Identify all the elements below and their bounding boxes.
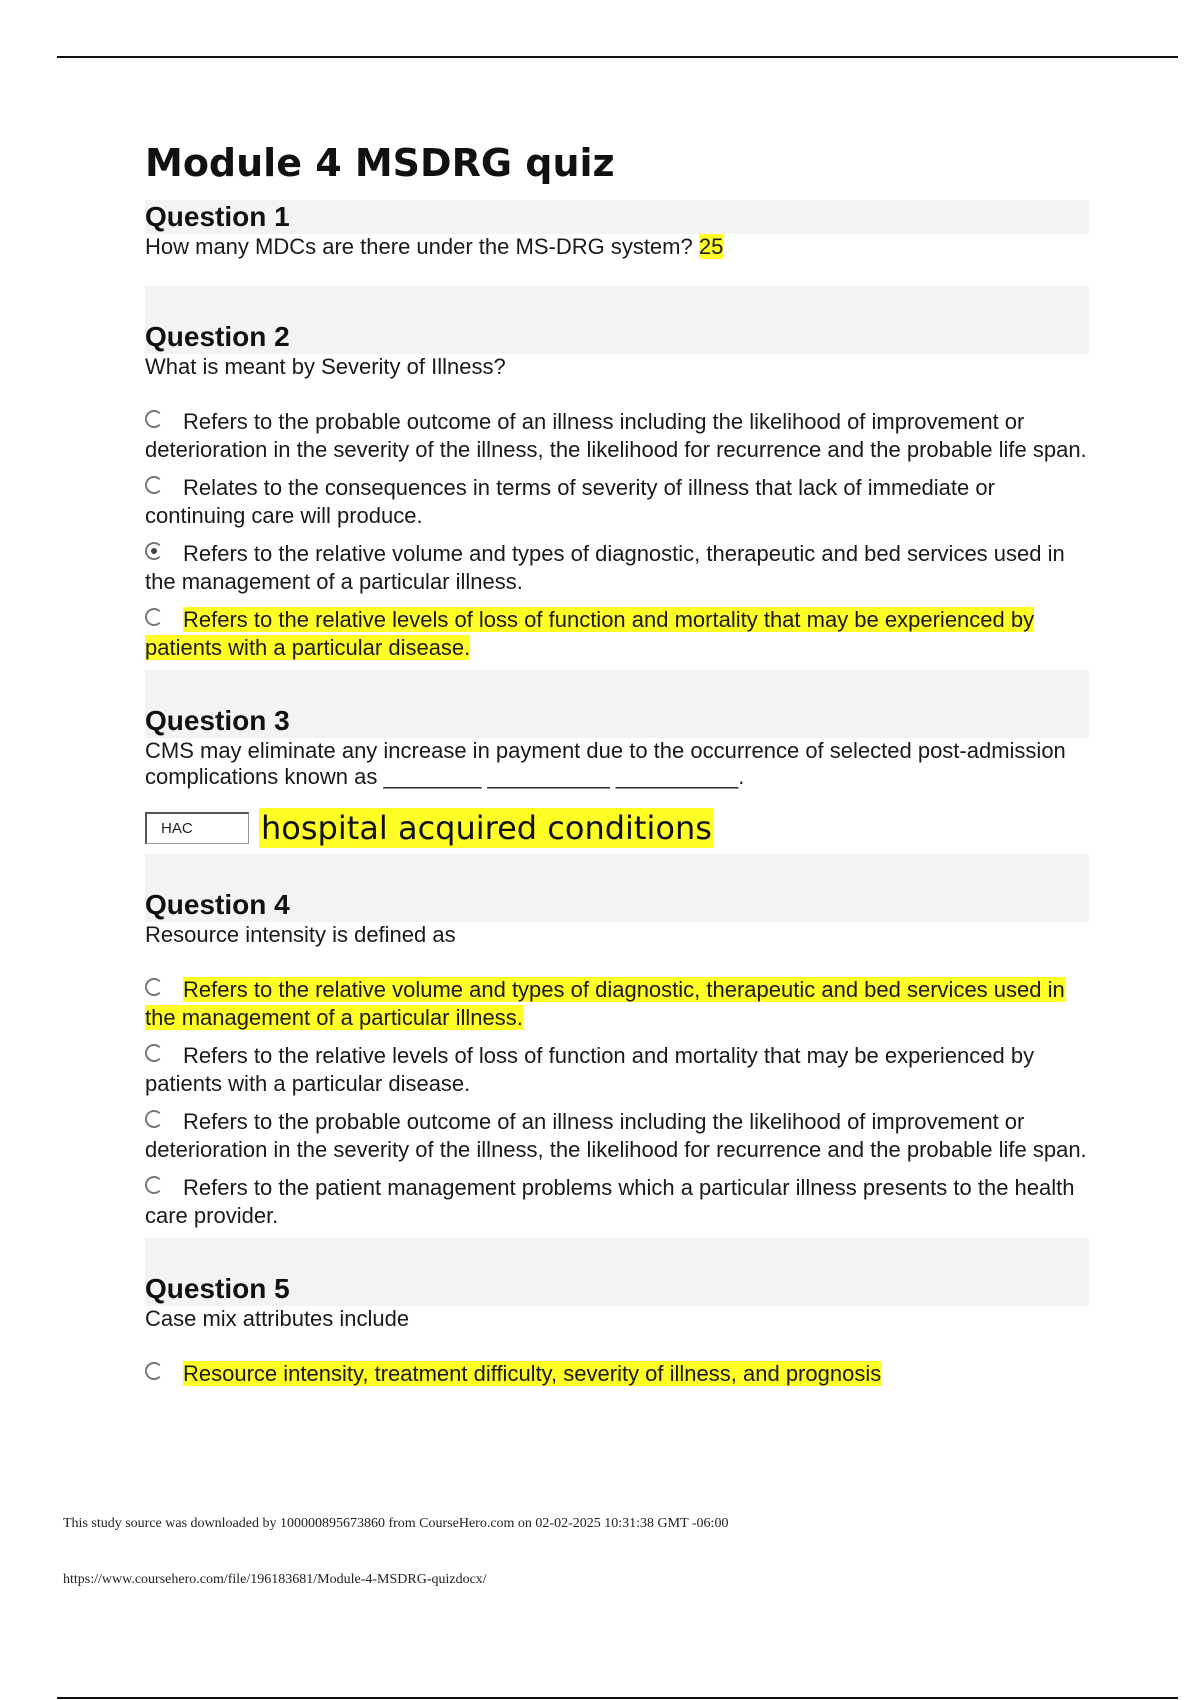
footer-url-line[interactable]: https://www.coursehero.com/file/196183681/Module-4-MSDRG-quizdocx/ [63, 1572, 487, 1587]
question-4-text: Resource intensity is defined as [145, 922, 456, 947]
question-1-text [145, 234, 1089, 260]
question-4-option-2[interactable]: Refers to the relative levels of loss of function and mortality that may be experienced by patients with a particular disease. [145, 1043, 1035, 1096]
radio-icon[interactable] [145, 1176, 163, 1194]
question-3-text: CMS may eliminate any increase in payment due to the occurrence of selected post-admission complications known as ________ __________ __________. [145, 738, 1066, 789]
radio-icon[interactable] [145, 1110, 163, 1128]
footer-source-line: This study source was downloaded by 100000895673860 from CourseHero.com on 02-02-2025 10:31:38 GMT -06:00 [63, 1516, 729, 1531]
question-2-option-3[interactable]: Refers to the relative volume and types of diagnostic, therapeutic and bed services used in the management of a particular illness. [145, 541, 1065, 594]
radio-selected-icon[interactable] [145, 542, 163, 560]
question-2-option-4[interactable]: Refers to the relative levels of loss of function and mortality that may be experienced by patients with a particular disease. [145, 607, 1035, 660]
question-4-header: Question 4 [145, 854, 1089, 922]
question-5-header: Question 5 [145, 1238, 1089, 1306]
question-3-header: Question 3 [145, 670, 1089, 738]
question-3-answer: hospital acquired conditions [261, 809, 712, 847]
question-4-option-1[interactable]: Refers to the relative volume and types of diagnostic, therapeutic and bed services used in the management of a particular illness. [145, 977, 1065, 1030]
top-rule [57, 56, 1178, 58]
radio-icon[interactable] [145, 608, 163, 626]
question-3-input[interactable] [145, 812, 249, 844]
question-2-option-2[interactable]: Relates to the consequences in terms of severity of illness that lack of immediate or continuing care will produce. [145, 475, 995, 528]
page-title: Module 4 MSDRG quiz [145, 141, 615, 185]
radio-icon[interactable] [145, 476, 163, 494]
question-3-answer-row [145, 808, 1089, 848]
quiz-content [145, 140, 1089, 1396]
bottom-rule [57, 1697, 1178, 1699]
radio-icon[interactable] [145, 1044, 163, 1062]
question-2-header: Question 2 [145, 286, 1089, 354]
question-1-prompt: How many MDCs are there under the MS-DRG system? [145, 234, 693, 259]
question-1-answer: 25 [698, 234, 724, 259]
question-5-option-1[interactable]: Resource intensity, treatment difficulty, severity of illness, and prognosis [145, 1360, 1089, 1388]
question-2-option-1[interactable]: Refers to the probable outcome of an illness including the likelihood of improvement or deterioration in the severity of the illness, the likelihood for recurrence and the probable life span. [145, 409, 1087, 462]
question-5-text: Case mix attributes include [145, 1306, 410, 1331]
radio-icon[interactable] [145, 978, 163, 996]
question-2-text: What is meant by Severity of Illness? [145, 354, 506, 379]
question-4-option-3[interactable]: Refers to the probable outcome of an illness including the likelihood of improvement or deterioration in the severity of the illness, the likelihood for recurrence and the probable life span. [145, 1109, 1087, 1162]
question-1-header: Question 1 [145, 200, 1089, 234]
radio-icon[interactable] [145, 1362, 163, 1380]
radio-icon[interactable] [145, 410, 163, 428]
question-4-option-4[interactable]: Refers to the patient management problems which a particular illness presents to the health care provider. [145, 1175, 1075, 1228]
